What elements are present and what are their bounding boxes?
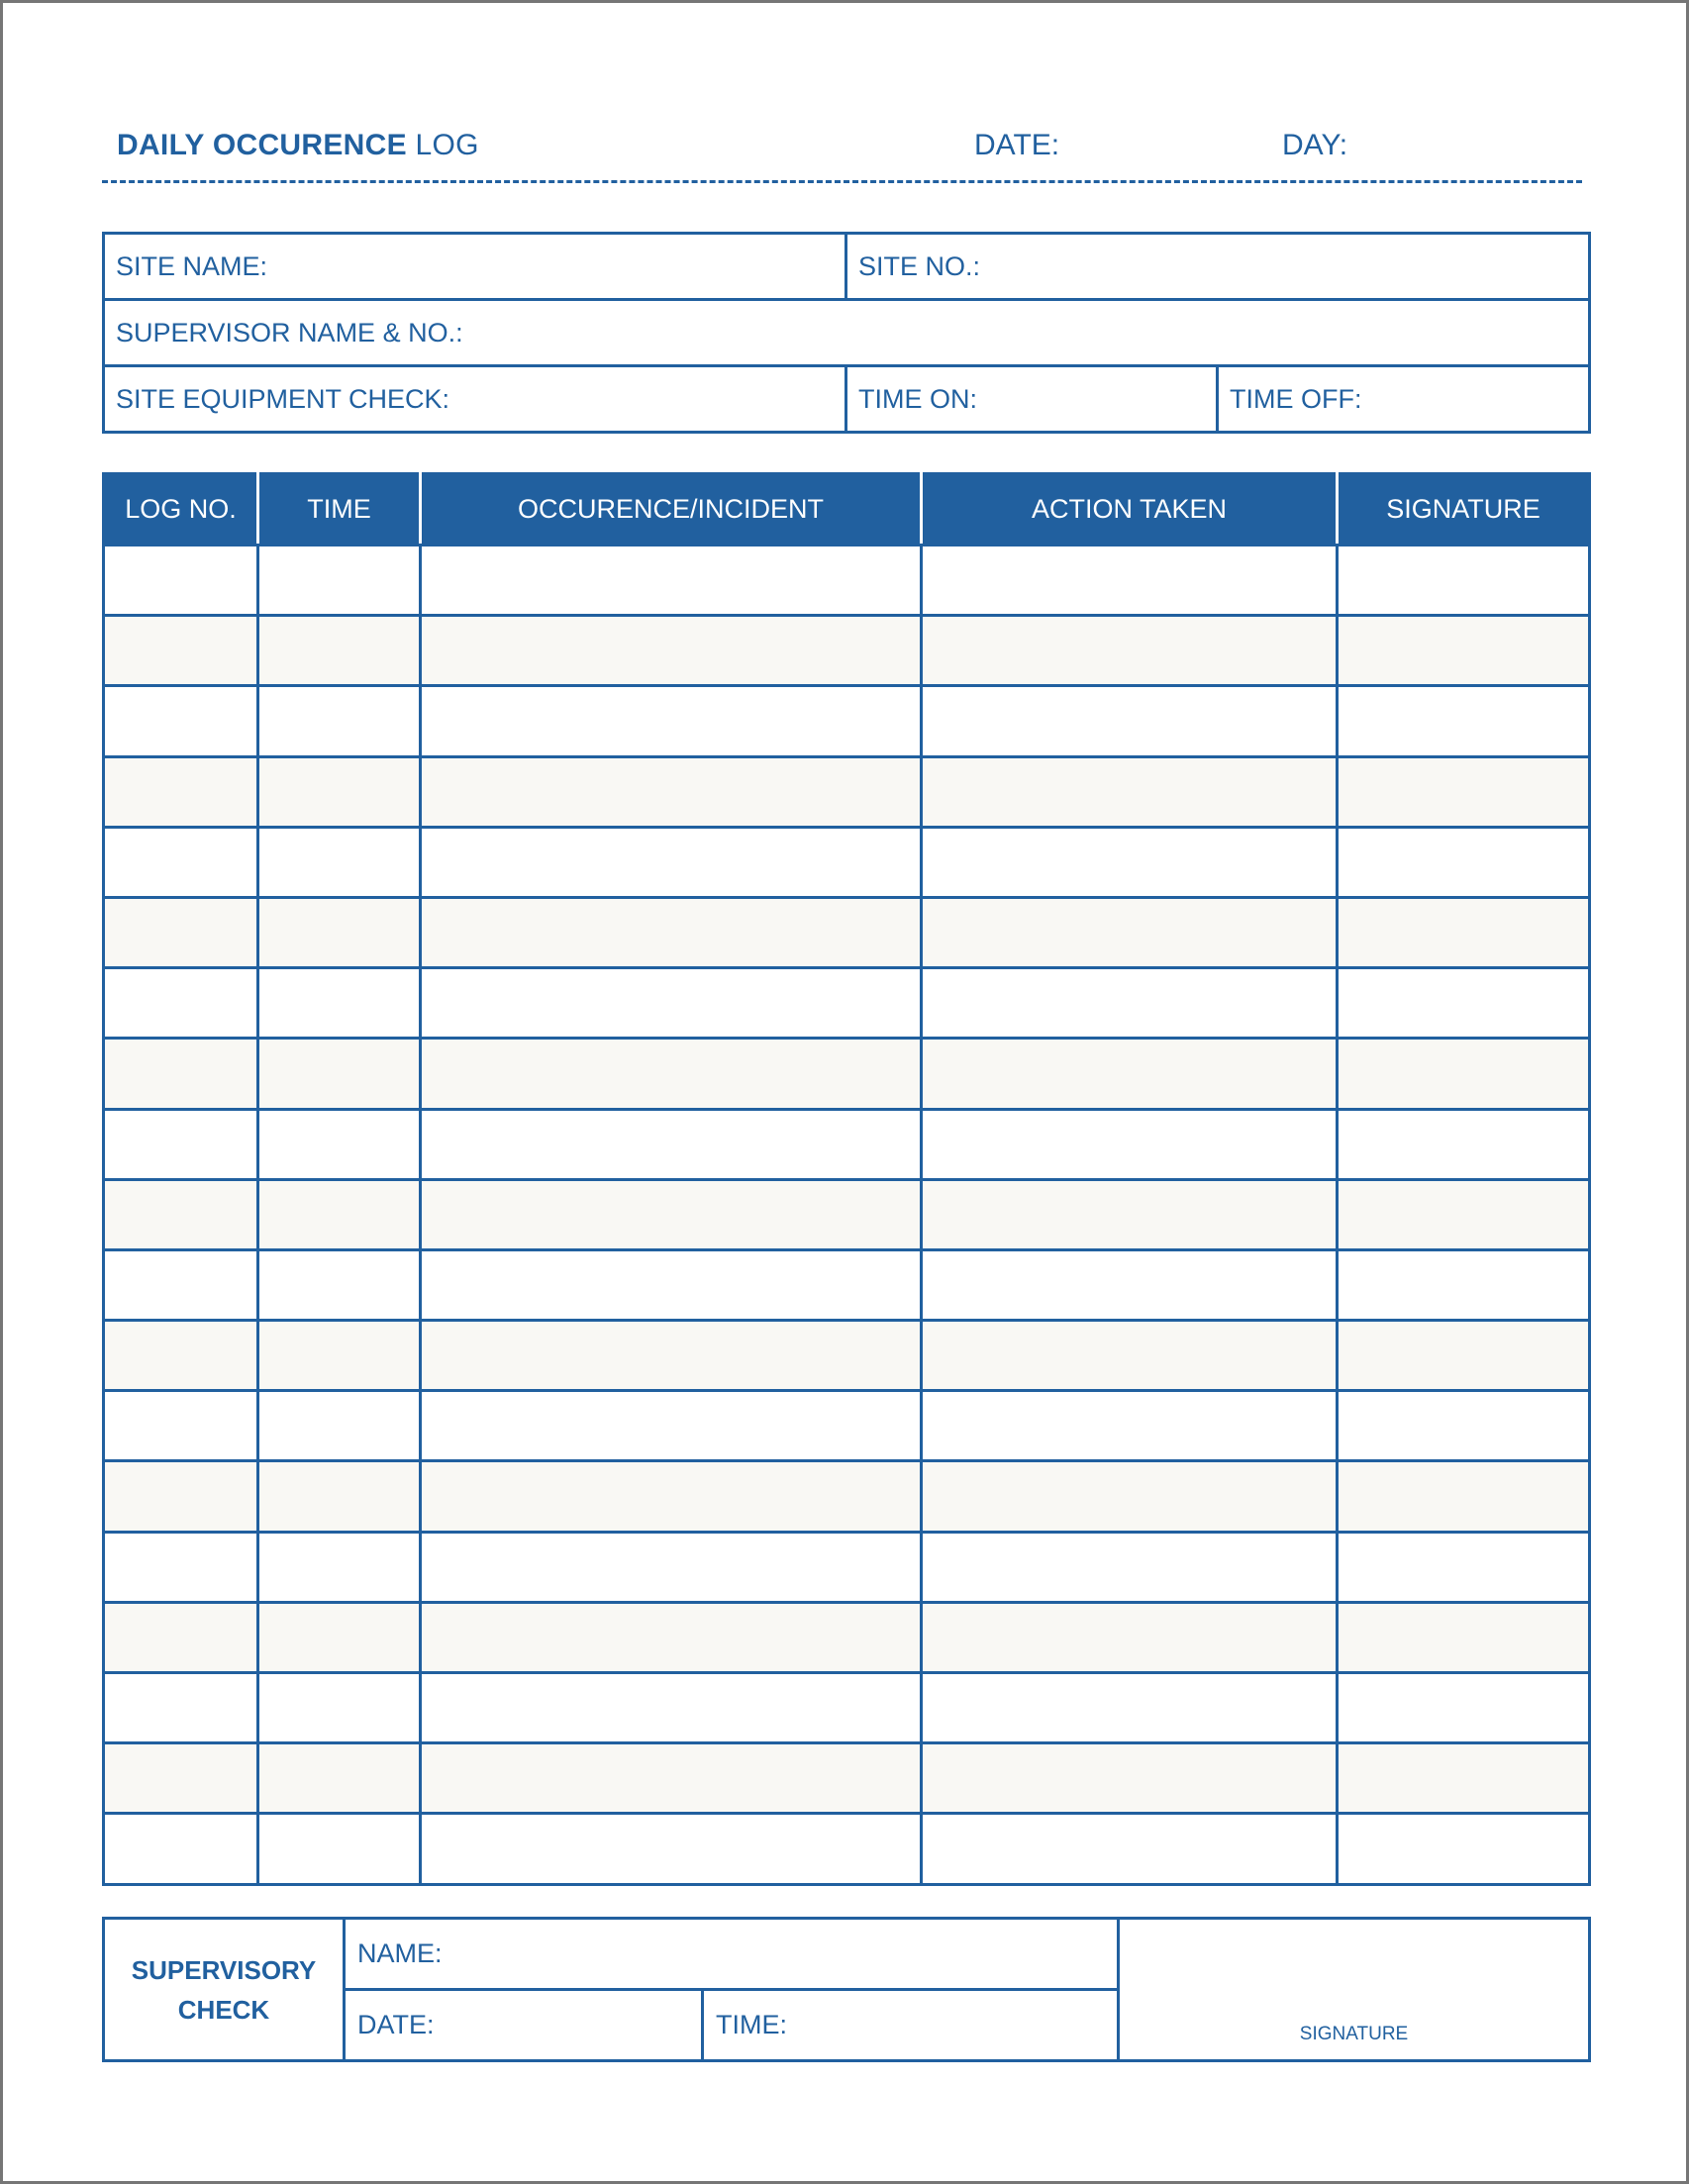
time-cell[interactable] xyxy=(258,827,421,897)
signature-cell[interactable] xyxy=(1338,1814,1590,1884)
col-header-signature: SIGNATURE xyxy=(1338,474,1590,546)
occurence-cell[interactable] xyxy=(421,686,922,756)
supervisory-check-table xyxy=(102,1917,1591,2062)
action-cell[interactable] xyxy=(922,546,1338,616)
supervisor-label: SUPERVISOR NAME & NO.: xyxy=(116,317,463,347)
log-no-cell[interactable] xyxy=(104,1743,258,1814)
site-name-field[interactable] xyxy=(104,234,846,300)
signature-cell[interactable] xyxy=(1338,1461,1590,1532)
action-cell[interactable] xyxy=(922,827,1338,897)
log-table-header xyxy=(104,474,1590,546)
supervisory-check-title xyxy=(104,1919,345,2061)
col-header-log-no: LOG NO. xyxy=(104,474,258,546)
title-bar xyxy=(117,129,1582,172)
signature-cell[interactable] xyxy=(1338,686,1590,756)
table-row xyxy=(104,1814,1590,1884)
title-bold: DAILY OCCURENCE xyxy=(117,129,407,161)
time-cell[interactable] xyxy=(258,756,421,827)
table-row xyxy=(104,686,1590,756)
site-no-field[interactable] xyxy=(846,234,1590,300)
time-on-field[interactable] xyxy=(846,366,1218,433)
table-row xyxy=(104,1743,1590,1814)
signature-cell[interactable] xyxy=(1338,756,1590,827)
action-cell[interactable] xyxy=(922,1461,1338,1532)
supervisory-signature-field[interactable] xyxy=(1119,1919,1590,2061)
supervisory-signature-label: SIGNATURE xyxy=(1299,2024,1409,2044)
signature-cell[interactable] xyxy=(1338,1321,1590,1391)
equipment-check-field[interactable] xyxy=(104,366,846,433)
time-cell[interactable] xyxy=(258,897,421,967)
time-cell[interactable] xyxy=(258,968,421,1039)
supervisory-date-field[interactable] xyxy=(345,1990,703,2061)
supervisory-date-label: DATE: xyxy=(357,2010,435,2039)
occurence-cell[interactable] xyxy=(421,1814,922,1884)
supervisory-time-label: TIME: xyxy=(716,2010,787,2039)
time-off-field[interactable] xyxy=(1218,366,1590,433)
table-row xyxy=(104,897,1590,967)
log-no-cell[interactable] xyxy=(104,897,258,967)
time-cell[interactable] xyxy=(258,1179,421,1249)
table-row xyxy=(104,1039,1590,1109)
supervisory-name-field[interactable] xyxy=(345,1919,1119,1990)
occurence-cell[interactable] xyxy=(421,1039,922,1109)
occurence-cell[interactable] xyxy=(421,616,922,686)
occurence-cell[interactable] xyxy=(421,1179,922,1249)
time-cell[interactable] xyxy=(258,1602,421,1672)
supervisor-field[interactable] xyxy=(104,300,1590,366)
occurence-cell[interactable] xyxy=(421,1321,922,1391)
signature-cell[interactable] xyxy=(1338,968,1590,1039)
signature-cell[interactable] xyxy=(1338,616,1590,686)
col-header-occurence: OCCURENCE/INCIDENT xyxy=(421,474,922,546)
action-cell[interactable] xyxy=(922,1249,1338,1320)
supervisory-title-line2: CHECK xyxy=(177,1994,270,2025)
time-cell[interactable] xyxy=(258,1109,421,1179)
log-no-cell[interactable] xyxy=(104,1039,258,1109)
time-off-label: TIME OFF: xyxy=(1230,383,1362,414)
title-light: LOG xyxy=(415,129,479,161)
time-cell[interactable] xyxy=(258,1249,421,1320)
signature-cell[interactable] xyxy=(1338,1109,1590,1179)
site-no-label: SITE NO.: xyxy=(858,250,981,281)
time-cell[interactable] xyxy=(258,616,421,686)
action-cell[interactable] xyxy=(922,1532,1338,1602)
table-row xyxy=(104,756,1590,827)
occurence-cell[interactable] xyxy=(421,827,922,897)
action-cell[interactable] xyxy=(922,897,1338,967)
table-row xyxy=(104,1602,1590,1672)
time-cell[interactable] xyxy=(258,546,421,616)
time-cell[interactable] xyxy=(258,1673,421,1743)
log-no-cell[interactable] xyxy=(104,1814,258,1884)
col-header-time: TIME xyxy=(258,474,421,546)
table-row xyxy=(104,1461,1590,1532)
log-no-cell[interactable] xyxy=(104,1249,258,1320)
signature-cell[interactable] xyxy=(1338,1391,1590,1461)
table-row xyxy=(104,827,1590,897)
equipment-check-label: SITE EQUIPMENT CHECK: xyxy=(116,383,450,414)
log-no-cell[interactable] xyxy=(104,546,258,616)
occurence-cell[interactable] xyxy=(421,1743,922,1814)
table-row xyxy=(104,1673,1590,1743)
site-info-table xyxy=(102,232,1591,434)
log-no-cell[interactable] xyxy=(104,686,258,756)
action-cell[interactable] xyxy=(922,1673,1338,1743)
signature-cell[interactable] xyxy=(1338,1249,1590,1320)
log-no-cell[interactable] xyxy=(104,1179,258,1249)
table-row xyxy=(104,1391,1590,1461)
signature-cell[interactable] xyxy=(1338,1179,1590,1249)
log-no-cell[interactable] xyxy=(104,1321,258,1391)
log-no-cell[interactable] xyxy=(104,1391,258,1461)
supervisory-title-line1: SUPERVISORY xyxy=(131,1954,317,1985)
time-cell[interactable] xyxy=(258,1321,421,1391)
table-row xyxy=(104,968,1590,1039)
day-label: DAY: xyxy=(1282,129,1348,161)
action-cell[interactable] xyxy=(922,1039,1338,1109)
time-cell[interactable] xyxy=(258,1814,421,1884)
time-cell[interactable] xyxy=(258,686,421,756)
occurence-cell[interactable] xyxy=(421,897,922,967)
table-row xyxy=(104,616,1590,686)
log-table-body xyxy=(104,546,1590,1885)
time-cell[interactable] xyxy=(258,1532,421,1602)
log-no-cell[interactable] xyxy=(104,968,258,1039)
occurence-cell[interactable] xyxy=(421,1249,922,1320)
action-cell[interactable] xyxy=(922,1743,1338,1814)
log-no-cell[interactable] xyxy=(104,756,258,827)
signature-cell[interactable] xyxy=(1338,1039,1590,1109)
time-on-label: TIME ON: xyxy=(858,383,977,414)
signature-cell[interactable] xyxy=(1338,1602,1590,1672)
action-cell[interactable] xyxy=(922,1602,1338,1672)
page-title xyxy=(117,129,479,162)
log-no-cell[interactable] xyxy=(104,827,258,897)
occurence-cell[interactable] xyxy=(421,968,922,1039)
action-cell[interactable] xyxy=(922,686,1338,756)
occurence-cell[interactable] xyxy=(421,1532,922,1602)
log-no-cell[interactable] xyxy=(104,1673,258,1743)
occurence-cell[interactable] xyxy=(421,1673,922,1743)
table-row xyxy=(104,1179,1590,1249)
signature-cell[interactable] xyxy=(1338,546,1590,616)
action-cell[interactable] xyxy=(922,1179,1338,1249)
col-header-action: ACTION TAKEN xyxy=(922,474,1338,546)
occurence-cell[interactable] xyxy=(421,756,922,827)
occurence-cell[interactable] xyxy=(421,546,922,616)
table-row xyxy=(104,546,1590,616)
action-cell[interactable] xyxy=(922,756,1338,827)
log-no-cell[interactable] xyxy=(104,1532,258,1602)
signature-cell[interactable] xyxy=(1338,1673,1590,1743)
action-cell[interactable] xyxy=(922,1391,1338,1461)
signature-cell[interactable] xyxy=(1338,1743,1590,1814)
log-no-cell[interactable] xyxy=(104,1602,258,1672)
signature-cell[interactable] xyxy=(1338,1532,1590,1602)
occurence-cell[interactable] xyxy=(421,1391,922,1461)
log-no-cell[interactable] xyxy=(104,616,258,686)
time-cell[interactable] xyxy=(258,1039,421,1109)
action-cell[interactable] xyxy=(922,616,1338,686)
log-no-cell[interactable] xyxy=(104,1461,258,1532)
occurence-cell[interactable] xyxy=(421,1602,922,1672)
action-cell[interactable] xyxy=(922,1321,1338,1391)
log-table xyxy=(102,472,1591,1886)
signature-cell[interactable] xyxy=(1338,827,1590,897)
action-cell[interactable] xyxy=(922,1109,1338,1179)
site-name-label: SITE NAME: xyxy=(116,250,268,281)
action-cell[interactable] xyxy=(922,1814,1338,1884)
table-row xyxy=(104,1321,1590,1391)
supervisory-time-field[interactable] xyxy=(703,1990,1119,2061)
occurence-cell[interactable] xyxy=(421,1461,922,1532)
log-no-cell[interactable] xyxy=(104,1109,258,1179)
time-cell[interactable] xyxy=(258,1391,421,1461)
time-cell[interactable] xyxy=(258,1743,421,1814)
occurence-cell[interactable] xyxy=(421,1109,922,1179)
signature-cell[interactable] xyxy=(1338,897,1590,967)
table-row xyxy=(104,1532,1590,1602)
table-row xyxy=(104,1109,1590,1179)
dashed-divider xyxy=(102,180,1582,183)
action-cell[interactable] xyxy=(922,968,1338,1039)
date-label: DATE: xyxy=(974,129,1060,161)
table-row xyxy=(104,1249,1590,1320)
time-cell[interactable] xyxy=(258,1461,421,1532)
supervisory-name-label: NAME: xyxy=(357,1938,443,1968)
